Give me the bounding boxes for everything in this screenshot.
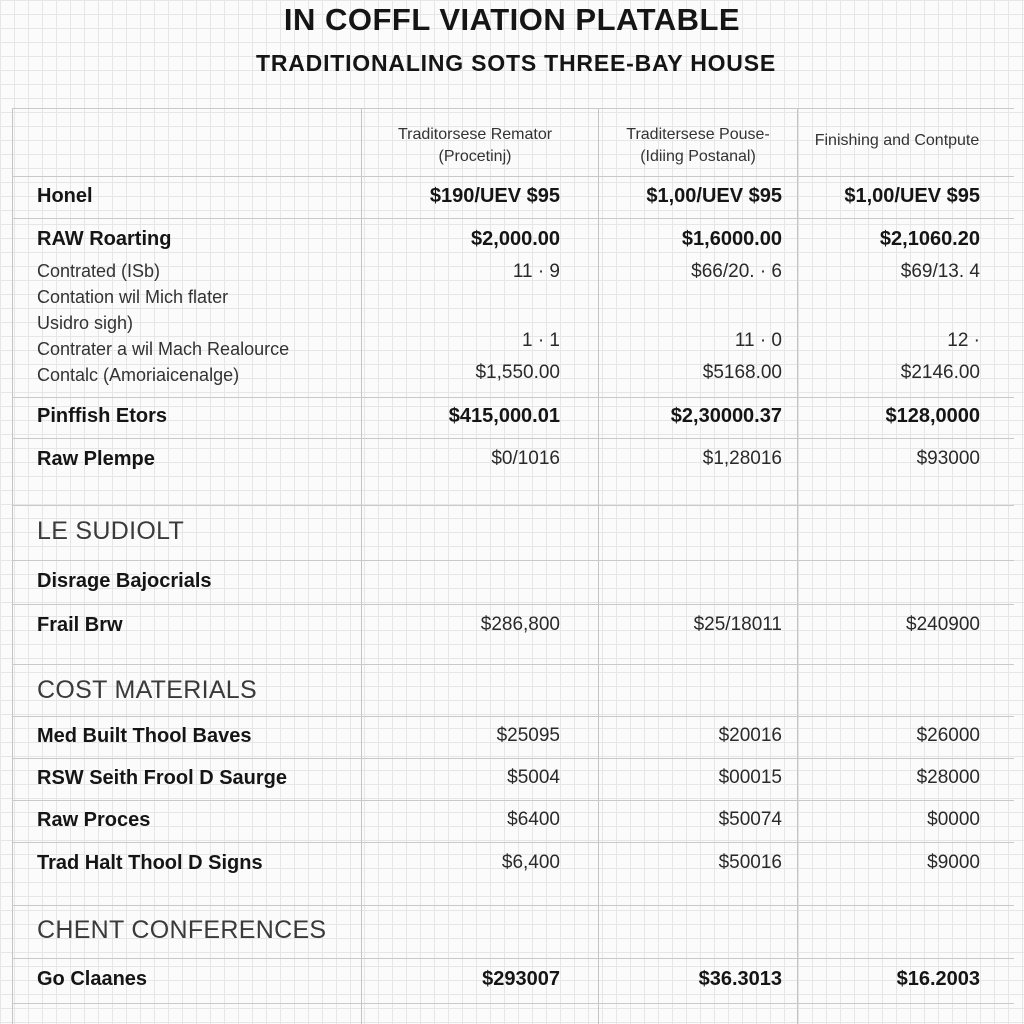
cell-contrated-1: 11 · 9 [512, 261, 560, 282]
row-label-go-claanes: Go Claanes [37, 968, 148, 990]
row-label-med-built: Med Built Thool Baves [37, 725, 252, 747]
section-heading-chent-conferences: CHENT CONFERENCES [37, 916, 327, 944]
cell-raw-proces-2: $50074 [718, 809, 782, 830]
cell-go-claanes-1: $293007 [482, 968, 560, 990]
row-label-usidro: Usidro sigh) [37, 313, 134, 333]
cell-trad-halt-2: $50016 [718, 852, 782, 873]
section-heading-le-sudiolt: LE SUDIOLT [37, 517, 185, 545]
cell-pinffish-1: $415,000.01 [448, 405, 560, 427]
column-header-1 [370, 124, 580, 174]
cell-frail-brw-3: $240900 [906, 614, 980, 635]
row-label-trad-halt: Trad Halt Thool D Signs [37, 852, 263, 874]
cell-contalc-3: $2146.00 [900, 362, 980, 383]
row-label-contalc: Contalc (Amoriaicenalge) [37, 365, 240, 385]
cell-trad-halt-3: $9000 [927, 852, 980, 873]
cell-honel-2: $1,00/UEV $95 [646, 185, 782, 207]
cell-honel-1: $190/UEV $95 [429, 185, 560, 207]
cell-contrater-3: 12 · [947, 330, 980, 351]
cell-rsw-seith-2: $00015 [718, 767, 782, 788]
row-label-disrage: Disrage Bajocrials [37, 570, 212, 592]
cell-raw-proces-3: $0000 [927, 809, 980, 830]
row-label-contation: Contation wil Mich flater [37, 287, 229, 307]
row-label-contrater: Contrater a wil Mach Realource [37, 339, 290, 359]
cell-raw-plempe-2: $1,28016 [702, 448, 782, 469]
column-header-1-line2: (Procetinj) [438, 148, 512, 165]
cell-contrated-3: $69/13. 4 [900, 261, 980, 282]
document-subtitle: TRADITIONALING SOTS THREE-BAY HOUSE [256, 50, 776, 76]
cell-pinffish-2: $2,30000.37 [670, 405, 782, 427]
cell-med-built-1: $25095 [496, 725, 560, 746]
column-header-3-line1: Finishing and Contpute [814, 132, 980, 149]
column-header-3 [797, 130, 997, 180]
cell-go-claanes-2: $36.3013 [698, 968, 782, 990]
column-divider-2 [598, 108, 599, 1024]
row-divider [12, 604, 1014, 605]
document-title: IN COFFL VIATION PLATABLE [283, 2, 741, 37]
cell-med-built-2: $20016 [718, 725, 782, 746]
cell-contrated-2: $66/20. · 6 [691, 261, 782, 282]
cell-pinffish-3: $128,0000 [885, 405, 980, 427]
cell-contalc-2: $5168.00 [702, 362, 782, 383]
row-label-contrated: Contrated (ISb) [37, 261, 161, 281]
row-divider [12, 716, 1014, 717]
row-divider [12, 438, 1014, 439]
row-divider [12, 218, 1014, 219]
cell-raw-roarting-3: $2,1060.20 [879, 228, 980, 250]
row-label-pinffish: Pinffish Etors [37, 405, 168, 427]
cell-raw-roarting-2: $1,6000.00 [681, 228, 782, 250]
row-divider [12, 505, 1014, 506]
row-label-raw-plempe: Raw Plempe [37, 448, 155, 470]
column-header-2-line2: (Idiing Postanal) [640, 148, 756, 165]
column-header-1-line1: Traditorsese Remator [397, 126, 553, 143]
column-header-2-line1: Traditersese Pouse- [626, 126, 770, 143]
cell-frail-brw-2: $25/18011 [693, 614, 782, 635]
row-divider [12, 397, 1014, 398]
column-divider-1 [361, 108, 362, 1024]
cell-rsw-seith-3: $28000 [916, 767, 980, 788]
row-divider [12, 842, 1014, 843]
column-divider-3 [797, 108, 798, 1024]
cell-go-claanes-3: $16.2003 [896, 968, 980, 990]
row-label-frail-brw: Frail Brw [37, 614, 123, 636]
row-divider [12, 560, 1014, 561]
row-label-honel: Honel [37, 185, 93, 207]
row-divider [12, 1003, 1014, 1004]
cell-trad-halt-1: $6,400 [501, 852, 560, 873]
table-left-border [12, 108, 13, 1024]
cell-contalc-1: $1,550.00 [475, 362, 560, 383]
cell-raw-roarting-1: $2,000.00 [471, 228, 560, 250]
row-divider [12, 958, 1014, 959]
table-top-border [12, 108, 1014, 109]
row-label-raw-roarting: RAW Roarting [37, 228, 172, 250]
row-label-raw-proces: Raw Proces [37, 809, 151, 831]
cell-raw-plempe-1: $0/1016 [491, 448, 560, 469]
row-divider [12, 800, 1014, 801]
cell-contrater-1: 1 · 1 [521, 330, 560, 351]
column-header-2 [598, 124, 798, 174]
cell-raw-proces-1: $6400 [507, 809, 560, 830]
section-heading-cost-materials: COST MATERIALS [37, 676, 257, 704]
row-label-rsw-seith: RSW Seith Frool D Saurge [37, 767, 288, 789]
cell-raw-plempe-3: $93000 [916, 448, 980, 469]
cell-rsw-seith-1: $5004 [507, 767, 560, 788]
cell-frail-brw-1: $286,800 [480, 614, 560, 635]
row-divider [12, 905, 1014, 906]
cell-honel-3: $1,00/UEV $95 [844, 185, 980, 207]
cell-med-built-3: $26000 [916, 725, 980, 746]
row-divider [12, 758, 1014, 759]
cell-contrater-2: 11 · 0 [734, 330, 782, 351]
row-divider [12, 664, 1014, 665]
